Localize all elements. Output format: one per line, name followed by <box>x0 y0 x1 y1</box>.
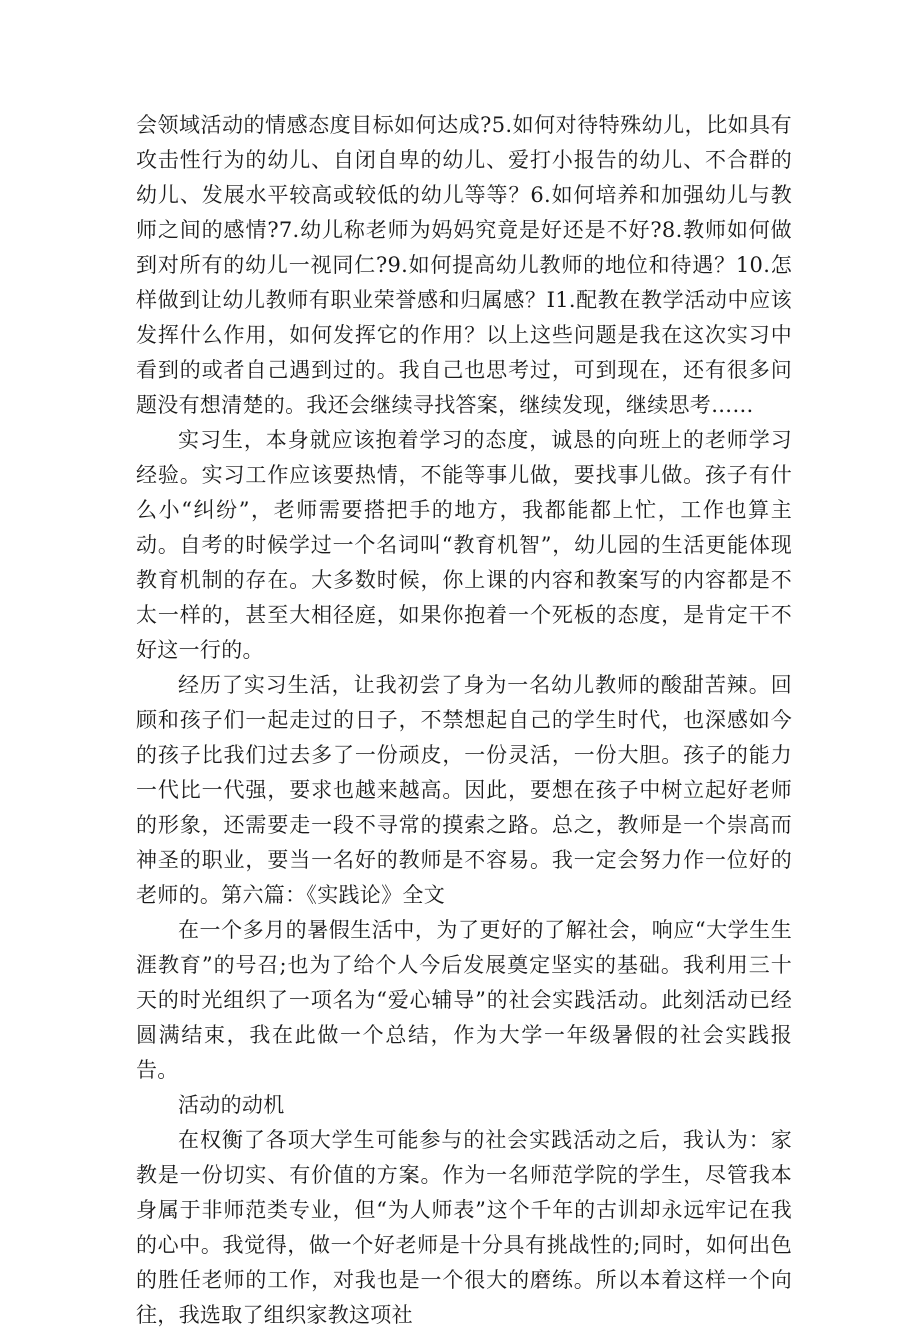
paragraph-2: 实习生，本身就应该抱着学习的态度，诚恳的向班上的老师学习经验。实习工作应该要热情，不能等事儿做，要找事儿做。孩子有什么小“纠纷”，老师需要搭把手的地方，我都能都上忙，工作也算主动。自考的时候学过一个名词叫“教育机智”，幼儿园的生活更能体现教育机制的存在。大多数时候，你上课的内容和教案写的内容都是不太一样的，甚至大相径庭，如果你抱着一个死板的态度，是肯定干不好这一行的。 <box>136 428 792 662</box>
paragraph-1: 会领域活动的情感态度目标如何达成?5.如何对待特殊幼儿，比如具有攻击性行为的幼儿、自闭自卑的幼儿、爱打小报告的幼儿、不合群的幼儿、发展水平较高或较低的幼儿等等？6.如何培养和加强幼儿与教师之间的感情?7.幼儿称老师为妈妈究竟是好还是不好?8.教师如何做到对所有的幼儿一视同仁?9.如何提高幼儿教师的地位和待遇？10.怎样做到让幼儿教师有职业荣誉感和归属感？I1.配教在教学活动中应该发挥什么作用，如何发挥它的作用？以上这些问题是我在这次实习中看到的或者自己遇到过的。我自己也思考过，可到现在，还有很多问题没有想清楚的。我还会继续寻找答案，继续发现，继续思考…… <box>136 113 792 417</box>
section-heading: 活动的动机 <box>178 1093 285 1117</box>
document-page <box>136 108 792 1333</box>
paragraph-4: 在一个多月的暑假生活中，为了更好的了解社会，响应“大学生生涯教育”的号召;也为了给个人今后发展奠定坚实的基础。我利用三十天的时光组织了一项名为“爱心辅导”的社会实践活动。此刻活动已经圆满结束，我在此做一个总结，作为大学一年级暑假的社会实践报告。 <box>136 918 792 1082</box>
paragraph-3: 经历了实习生活，让我初尝了身为一名幼儿教师的酸甜苦辣。回顾和孩子们一起走过的日子，不禁想起自己的学生时代，也深感如今的孩子比我们过去多了一份顽皮，一份灵活，一份大胆。孩子的能力一代比一代强，要求也越来越高。因此，要想在孩子中树立起好老师的形象，还需要走一段不寻常的摸索之路。总之，教师是一个崇高而神圣的职业，要当一名好的教师是不容易。我一定会努力作一位好的老师的。第六篇：《实践论》全文 <box>136 673 792 907</box>
paragraph-5: 在权衡了各项大学生可能参与的社会实践活动之后，我认为：家教是一份切实、有价值的方案。作为一名师范学院的学生，尽管我本身属于非师范类专业，但“为人师表”这个千年的古训却永远牢记在我的心中。我觉得，做一个好老师是十分具有挑战性的;同时，如何出色的胜任老师的工作，对我也是一个很大的磨练。所以本着这样一个向往，我选取了组织家教这项社 <box>136 1128 792 1327</box>
